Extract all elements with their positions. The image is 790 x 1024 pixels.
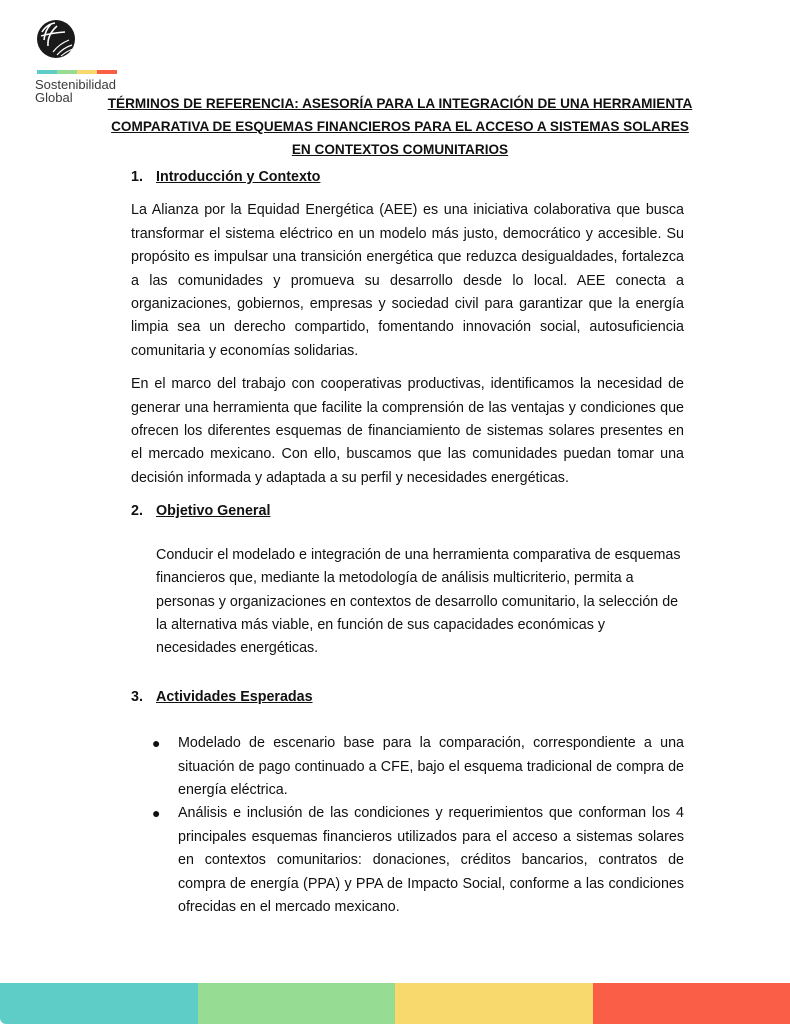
section-number: 1. bbox=[131, 169, 143, 185]
activities-list bbox=[131, 732, 684, 919]
section-title: Objetivo General bbox=[156, 503, 271, 520]
document-body bbox=[131, 166, 684, 919]
list-item-text: Análisis e inclusión de las condiciones y requerimientos que conforman los 4 principales esquemas financieros utilizados para el acceso a sistemas solares en contextos comunitarios: donaciones, créditos bancarios, contratos de compra de energía (PPA) y PPA de Impacto Social, conforme a las condiciones ofrecidas en el mercado mexicano. bbox=[178, 805, 684, 915]
paragraph: La Alianza por la Equidad Energética (AEE) es una iniciativa colaborativa que busca transformar el sistema eléctrico en un modelo más justo, democrático y accesible. Su propósito es impulsar una transición energética que reduzca desigualdades, fortalezca a las comunidades y promueva su desarrollo desde lo local. AEE conecta a organizaciones, gobiernos, empresas y sociedad civil para garantizar que la energía limpia sea un derecho compartido, fomentando innovación social, autosuficiencia comunitaria y economías solidarias. bbox=[131, 202, 684, 359]
globe-hands-icon bbox=[35, 18, 77, 60]
stripe-yellow bbox=[77, 70, 97, 74]
section-heading-objetivo bbox=[131, 500, 684, 523]
bullet-icon: ● bbox=[152, 735, 161, 752]
footer-stripe-red bbox=[593, 983, 790, 1024]
list-item bbox=[152, 802, 684, 919]
section-heading-introduccion bbox=[131, 166, 684, 189]
paragraph: En el marco del trabajo con cooperativas productivas, identificamos la necesidad de generar una herramienta que facilite la comprensión de las ventajas y condiciones que ofrecen los diferentes esquemas de financiamiento de sistemas solares presentes en el mercado mexicano. Con ello, buscamos que las comunidades puedan tomar una decisión informada y adaptada a su perfil y necesidades energéticas. bbox=[131, 376, 684, 486]
section-title: Introducción y Contexto bbox=[156, 169, 321, 185]
paragraph: Conducir el modelado e integración de una herramienta comparativa de esquemas financieros que, mediante la metodología de análisis multicriterio, permita a personas y organizaciones en contextos de desarrollo comunitario, la selección de la alternativa más viable, en función de sus capacidades económicas y necesidades energéticas. bbox=[156, 546, 681, 657]
footer-stripe-teal bbox=[0, 983, 198, 1024]
stripe-teal bbox=[37, 70, 57, 74]
stripe-red bbox=[97, 70, 117, 74]
section-number: 3. bbox=[131, 688, 143, 705]
list-item bbox=[152, 732, 684, 802]
section-heading-actividades bbox=[131, 686, 684, 709]
footer-stripe-green bbox=[198, 983, 396, 1024]
stripe-green bbox=[57, 70, 77, 74]
bullet-icon: ● bbox=[152, 805, 161, 822]
footer-color-bar bbox=[0, 983, 790, 1024]
footer-stripe-yellow bbox=[395, 983, 593, 1024]
list-item-text: Modelado de escenario base para la comparación, correspondiente a una situación de pago continuado a CFE, bajo el esquema tradicional de compra de energía eléctrica. bbox=[178, 735, 684, 798]
section-number: 2. bbox=[131, 503, 143, 520]
section-title: Actividades Esperadas bbox=[156, 688, 313, 705]
document-title: TÉRMINOS DE REFERENCIA: ASESORÍA PARA LA INTEGRACIÓN DE UNA HERRAMIENTA COMPARATIVA DE ESQUEMAS FINANCIEROS PARA EL ACCESO A SISTEMAS SOLARES EN CONTEXTOS COMUNITARIOS bbox=[107, 96, 693, 157]
logo-name-line1: Sostenibilidad bbox=[35, 77, 116, 92]
logo-color-stripe bbox=[37, 70, 117, 74]
logo-name-line2: Global bbox=[35, 90, 73, 105]
